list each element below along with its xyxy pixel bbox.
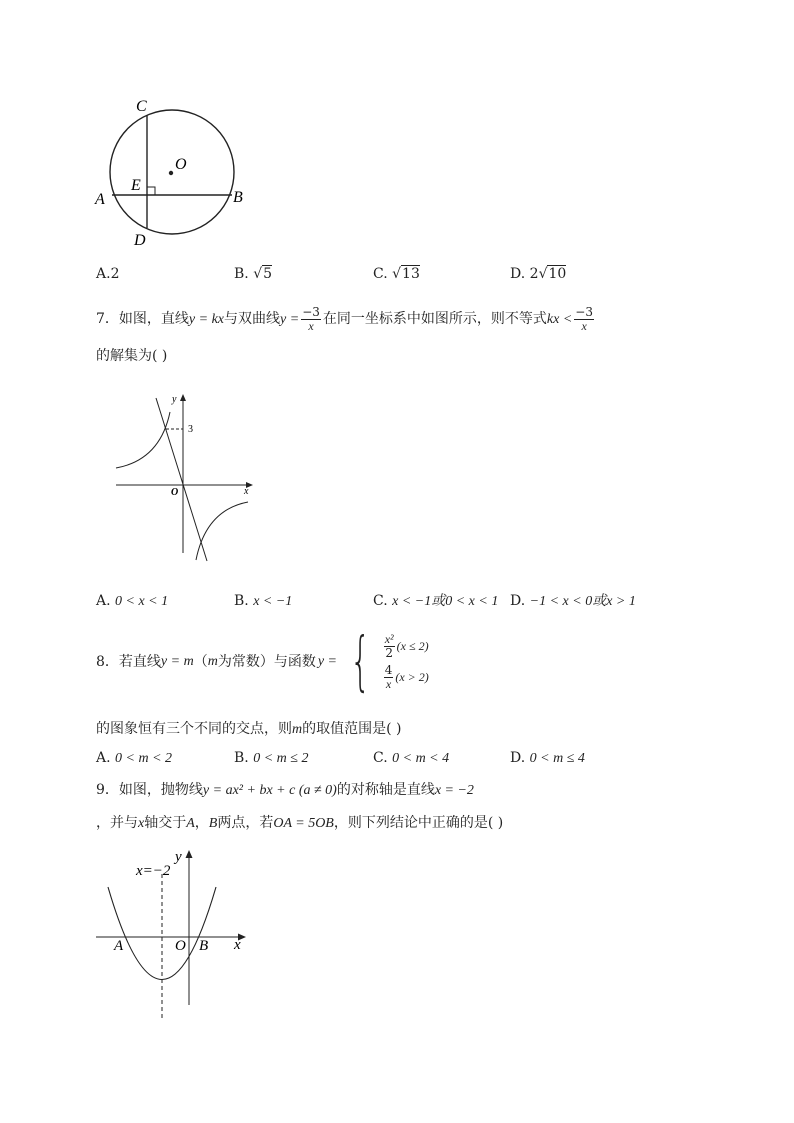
y-axis-arrow bbox=[180, 394, 186, 401]
stem-text: ，并与 bbox=[96, 815, 138, 831]
sqrt-sign: √ bbox=[538, 266, 548, 282]
option-letter: B. bbox=[234, 266, 249, 282]
origin-label: O bbox=[171, 487, 179, 498]
y-axis-label: y bbox=[172, 394, 177, 405]
tick-label-3: 3 bbox=[188, 424, 193, 435]
label-e: E bbox=[131, 177, 141, 194]
option-letter: C. bbox=[373, 750, 388, 766]
parabola-equation: y = ax² + bx + c (a ≠ 0) bbox=[202, 783, 337, 798]
q9-stem-line1 bbox=[96, 780, 474, 801]
q7-option-b[interactable] bbox=[234, 591, 292, 612]
q8-option-b[interactable] bbox=[234, 748, 308, 769]
piece-2-condition: (x > 2) bbox=[395, 670, 429, 684]
q6-option-c[interactable] bbox=[373, 264, 420, 284]
stem-text: 如图，抛物线 bbox=[118, 782, 203, 798]
stem-text: 的对称轴是直线 bbox=[336, 782, 435, 798]
line-y-kx bbox=[156, 398, 207, 561]
m-variable: m bbox=[292, 722, 303, 737]
line-equation: y = m bbox=[160, 654, 194, 669]
x-variable: x bbox=[138, 816, 145, 831]
center-point bbox=[169, 171, 173, 175]
q7-option-c[interactable] bbox=[373, 591, 498, 612]
symmetry-axis-label: x=−2 bbox=[136, 863, 171, 879]
sqrt-sign: √ bbox=[392, 266, 402, 282]
option-text: 2 bbox=[110, 266, 120, 282]
axis-equation: x = −2 bbox=[434, 783, 474, 798]
point-b-label: B bbox=[199, 938, 209, 954]
option-letter: A. bbox=[96, 750, 111, 766]
label-c: C bbox=[136, 98, 147, 115]
piecewise-function bbox=[382, 633, 429, 691]
question-number: 8． bbox=[96, 654, 119, 670]
line-equation: y = kx bbox=[188, 312, 225, 327]
stem-text: 与双曲线 bbox=[224, 311, 281, 327]
stem-text: 轴交于 bbox=[144, 815, 187, 831]
label-d: D bbox=[134, 232, 146, 249]
point-a-label: A bbox=[114, 938, 124, 954]
option-text: 0 < m < 2 bbox=[115, 751, 173, 766]
option-letter: D. bbox=[510, 266, 526, 282]
option-letter: B. bbox=[234, 593, 249, 609]
hyperbola-branch-left bbox=[116, 412, 170, 468]
option-text: −1 < x < 0或x > 1 bbox=[529, 594, 636, 609]
q6-option-d[interactable] bbox=[510, 264, 566, 284]
q7-option-a[interactable] bbox=[96, 591, 168, 612]
q9-stem-line2 bbox=[96, 813, 503, 834]
option-text: 5 bbox=[263, 266, 273, 282]
question-number: 7． bbox=[96, 311, 119, 327]
option-text: x < −1或0 < x < 1 bbox=[392, 594, 499, 609]
stem-text: ， bbox=[194, 815, 209, 831]
option-letter: C. bbox=[373, 593, 388, 609]
hyperbola-lhs: y = bbox=[280, 312, 300, 327]
q7-stem-line2: 的解集为( ) bbox=[96, 348, 168, 364]
option-text: 0 < m < 4 bbox=[392, 751, 450, 766]
stem-text: 的取值范围是( ) bbox=[302, 721, 402, 737]
label-o: O bbox=[175, 156, 187, 173]
option-letter: A. bbox=[96, 593, 111, 609]
y-axis-arrow bbox=[186, 850, 193, 858]
stem-text: 为常数）与函数 bbox=[217, 654, 316, 670]
q6-option-b[interactable] bbox=[234, 264, 272, 284]
condition-equation: OA = 5OB bbox=[273, 816, 334, 831]
option-letter: A. bbox=[96, 266, 111, 282]
stem-text: 两点，若 bbox=[217, 815, 274, 831]
right-angle-mark bbox=[147, 187, 155, 195]
option-text: 10 bbox=[548, 266, 567, 282]
inequality-fraction bbox=[574, 306, 594, 333]
option-text: 0 < m ≤ 2 bbox=[253, 751, 309, 766]
fraction-numerator: −3 bbox=[575, 304, 593, 319]
m-variable: m bbox=[207, 654, 218, 669]
option-coef: 2 bbox=[529, 266, 539, 282]
fraction-numerator: −3 bbox=[302, 304, 320, 319]
q7-option-d[interactable] bbox=[510, 591, 636, 612]
fraction-denominator: x bbox=[581, 318, 587, 333]
option-letter: D. bbox=[510, 593, 526, 609]
function-lhs: y = bbox=[317, 654, 337, 669]
option-text: 0 < x < 1 bbox=[115, 594, 169, 609]
option-text: 0 < m ≤ 4 bbox=[529, 751, 585, 766]
y-axis-label: y bbox=[175, 849, 182, 865]
piece-1 bbox=[382, 633, 429, 660]
stem-text: ，则下列结论中正确的是( ) bbox=[333, 815, 504, 831]
q8-option-a[interactable] bbox=[96, 748, 172, 769]
point-a: A bbox=[186, 816, 195, 831]
stem-text: （ bbox=[193, 654, 208, 670]
q7-stem-line1 bbox=[96, 303, 596, 335]
q8-stem-line1 bbox=[96, 618, 429, 706]
option-letter: B. bbox=[234, 750, 249, 766]
inequality-left: kx < bbox=[546, 312, 573, 327]
q8-option-d[interactable] bbox=[510, 748, 585, 769]
x-axis-label: x bbox=[234, 937, 241, 953]
piece-2-fraction bbox=[384, 664, 394, 691]
option-text: x < −1 bbox=[253, 594, 293, 609]
piecewise-brace: { bbox=[350, 625, 371, 699]
origin-label: O bbox=[175, 938, 186, 954]
stem-text: 的图象恒有三个不同的交点，则 bbox=[96, 721, 292, 737]
fraction-denominator: x bbox=[308, 318, 314, 333]
option-letter: D. bbox=[510, 750, 526, 766]
question-number: 9． bbox=[96, 782, 119, 798]
x-axis-label: x bbox=[244, 486, 249, 497]
piece-1-fraction bbox=[384, 633, 395, 660]
stem-text: 若直线 bbox=[118, 654, 161, 670]
option-letter: C. bbox=[373, 266, 388, 282]
option-text: 13 bbox=[402, 266, 420, 282]
q6-option-a[interactable] bbox=[96, 264, 119, 284]
hyperbola-fraction bbox=[301, 306, 321, 333]
hyperbola-graph bbox=[110, 390, 260, 565]
piece-1-condition: (x ≤ 2) bbox=[396, 639, 429, 653]
q8-stem-line2 bbox=[96, 719, 402, 740]
fraction-denominator: 2 bbox=[385, 646, 393, 660]
fraction-numerator: 4 bbox=[384, 663, 393, 677]
q8-option-c[interactable] bbox=[373, 748, 449, 769]
label-a: A bbox=[95, 191, 105, 208]
sqrt-sign: √ bbox=[253, 266, 263, 282]
point-b: B bbox=[208, 816, 218, 831]
fraction-denominator: x bbox=[385, 677, 392, 691]
circle-figure bbox=[90, 92, 260, 252]
parabola-graph bbox=[90, 842, 260, 1022]
piece-2 bbox=[382, 664, 429, 691]
stem-text: 在同一坐标系中如图所示，则不等式 bbox=[322, 311, 547, 327]
label-b: B bbox=[233, 189, 243, 206]
fraction-numerator: x² bbox=[384, 632, 394, 646]
stem-text: 如图，直线 bbox=[118, 311, 189, 327]
